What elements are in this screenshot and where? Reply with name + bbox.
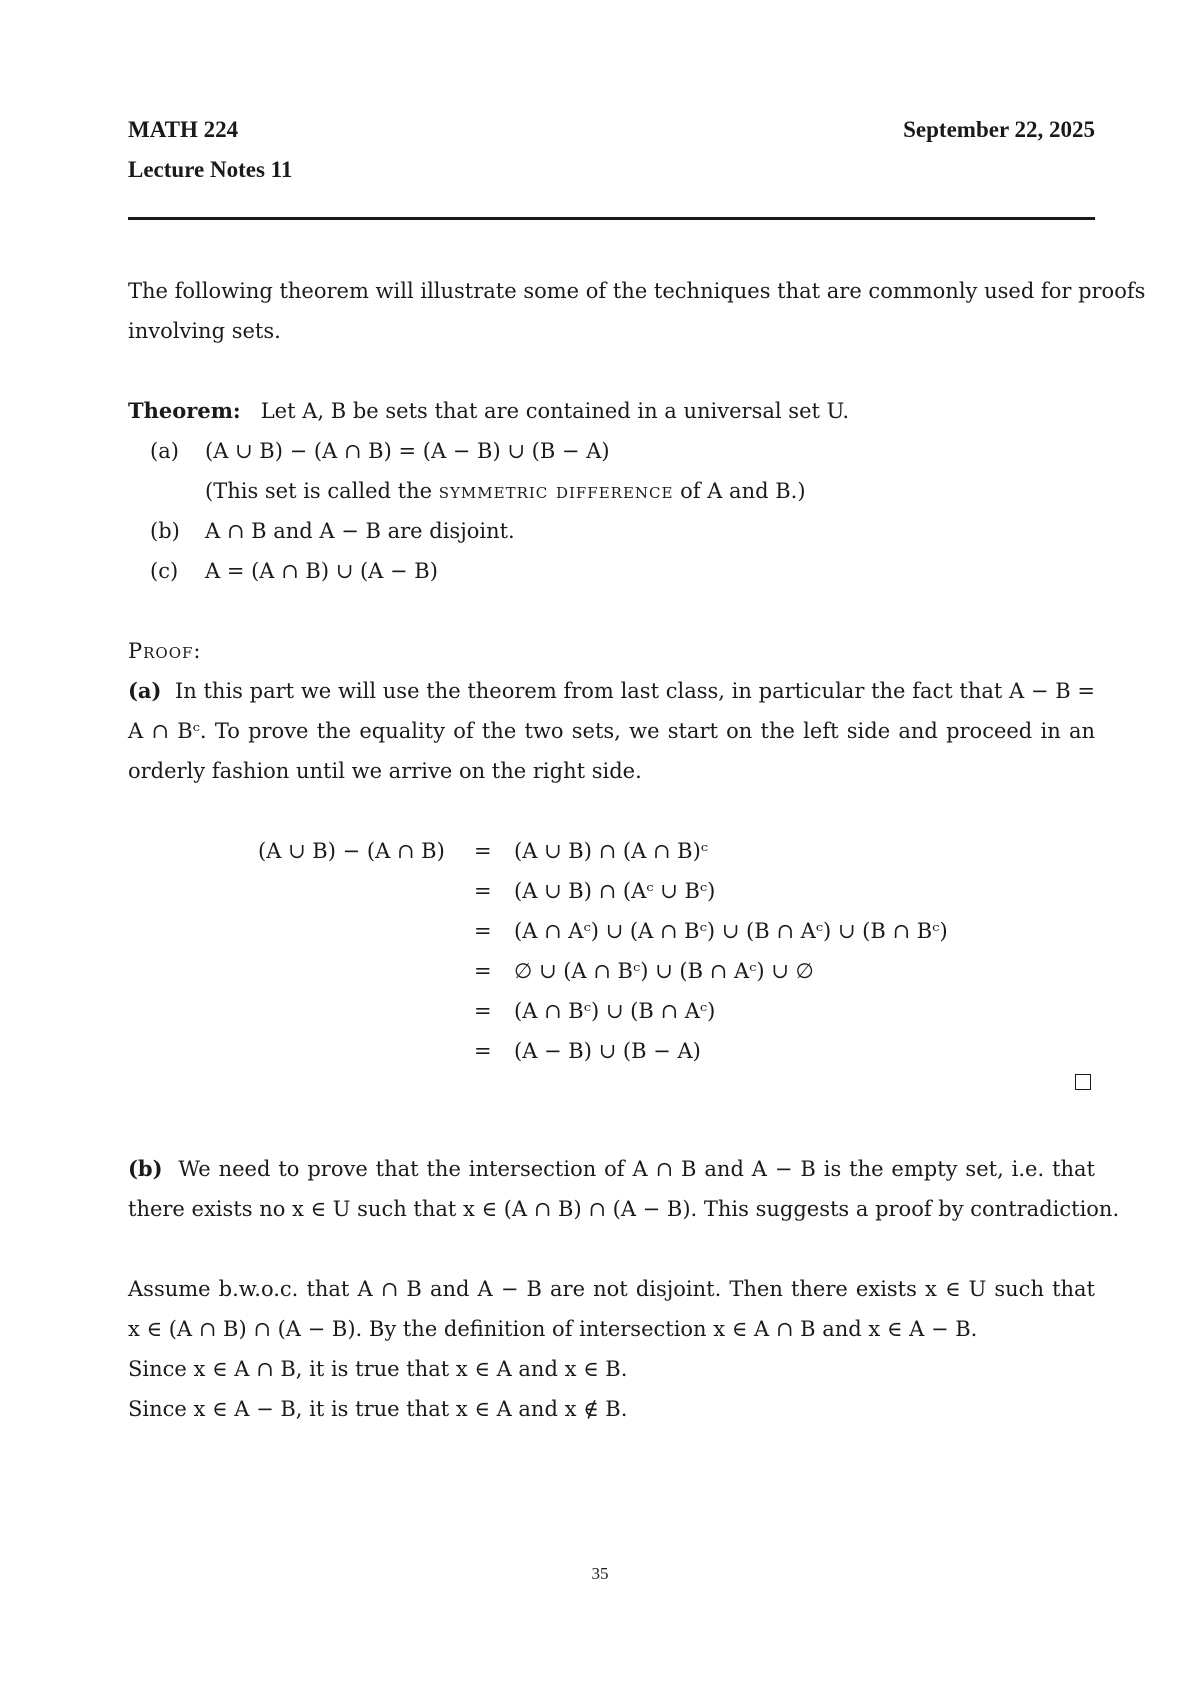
proof-b-label: (b) [128, 1156, 163, 1181]
intro-line-2: involving sets. [128, 319, 281, 343]
proof-a-line-3: orderly fashion until we arrive on the right side. [128, 759, 642, 783]
equation-relation: = [474, 999, 492, 1023]
note-pre: (This set is called the [205, 479, 439, 503]
proof-a-label: (a) [128, 678, 162, 703]
equation-step-2: (A ∪ B) ∩ (Aᶜ ∪ Bᶜ) [514, 879, 716, 903]
intro-line-1: The following theorem will illustrate some of the techniques that are commonly used for proofs [128, 279, 1146, 303]
page-number: 35 [591, 1564, 609, 1583]
theorem-item-c-label: (c) [150, 559, 179, 583]
course-title: MATH 224 [128, 117, 239, 142]
theorem-item-a-label: (a) [150, 439, 179, 463]
proof-heading: Proof: [128, 639, 202, 663]
lecture-subtitle: Lecture Notes 11 [128, 157, 293, 182]
theorem-label: Theorem: [128, 398, 241, 423]
equation-step-1: (A ∪ B) ∩ (A ∩ B)ᶜ [514, 839, 709, 863]
proof-b-line-1 [128, 1149, 1095, 1189]
proof-b-line-2: there exists no x ∈ U such that x ∈ (A ∩ B) ∩ (A − B). This suggests a proof by contradiction. [128, 1197, 1120, 1221]
proof-b-text-1: We need to prove that the intersection of A ∩ B and A − B is the empty set, i.e. that [178, 1157, 1095, 1181]
equation-relation: = [474, 1039, 492, 1063]
header-rule [128, 217, 1095, 220]
equation-lhs: (A ∪ B) − (A ∩ B) [258, 839, 445, 863]
qed-box-icon [1075, 1074, 1091, 1090]
equation-relation: = [474, 959, 492, 983]
equation-relation: = [474, 919, 492, 943]
contradiction-line-2: x ∈ (A ∩ B) ∩ (A − B). By the definition of intersection x ∈ A ∩ B and x ∈ A − B. [128, 1317, 978, 1341]
proof-a-text-1: In this part we will use the theorem from last class, in particular the fact that A − B = [174, 679, 1095, 703]
contradiction-line-4: Since x ∈ A − B, it is true that x ∈ A and x ∉ B. [128, 1397, 628, 1421]
note-term: symmetric difference [438, 479, 674, 503]
theorem-statement: Let A, B be sets that are contained in a universal set U. [260, 399, 850, 423]
equation-step-3: (A ∩ Aᶜ) ∪ (A ∩ Bᶜ) ∪ (B ∩ Aᶜ) ∪ (B ∩ Bᶜ) [514, 919, 948, 943]
note-post: of A and B.) [673, 479, 806, 503]
theorem-statement-line [128, 391, 1095, 431]
equation-step-5: (A ∩ Bᶜ) ∪ (B ∩ Aᶜ) [514, 999, 716, 1023]
proof-a-line-1 [128, 671, 1095, 711]
theorem-item-a: (A ∪ B) − (A ∩ B) = (A − B) ∪ (B − A) [205, 439, 610, 463]
equation-relation: = [474, 879, 492, 903]
theorem-item-b: A ∩ B and A − B are disjoint. [205, 519, 515, 543]
date: September 22, 2025 [903, 117, 1095, 142]
theorem-item-note [205, 471, 806, 511]
equation-step-6: (A − B) ∪ (B − A) [514, 1039, 701, 1063]
contradiction-line-3: Since x ∈ A ∩ B, it is true that x ∈ A and x ∈ B. [128, 1357, 628, 1381]
equation-step-4: ∅ ∪ (A ∩ Bᶜ) ∪ (B ∩ Aᶜ) ∪ ∅ [514, 959, 814, 983]
equation-relation: = [474, 839, 492, 863]
contradiction-line-1: Assume b.w.o.c. that A ∩ B and A − B are not disjoint. Then there exists x ∈ U such that [128, 1277, 1095, 1301]
theorem-item-b-label: (b) [150, 519, 180, 543]
theorem-item-c: A = (A ∩ B) ∪ (A − B) [205, 559, 438, 583]
proof-a-line-2: A ∩ Bᶜ. To prove the equality of the two sets, we start on the left side and proceed in an [128, 719, 1095, 743]
